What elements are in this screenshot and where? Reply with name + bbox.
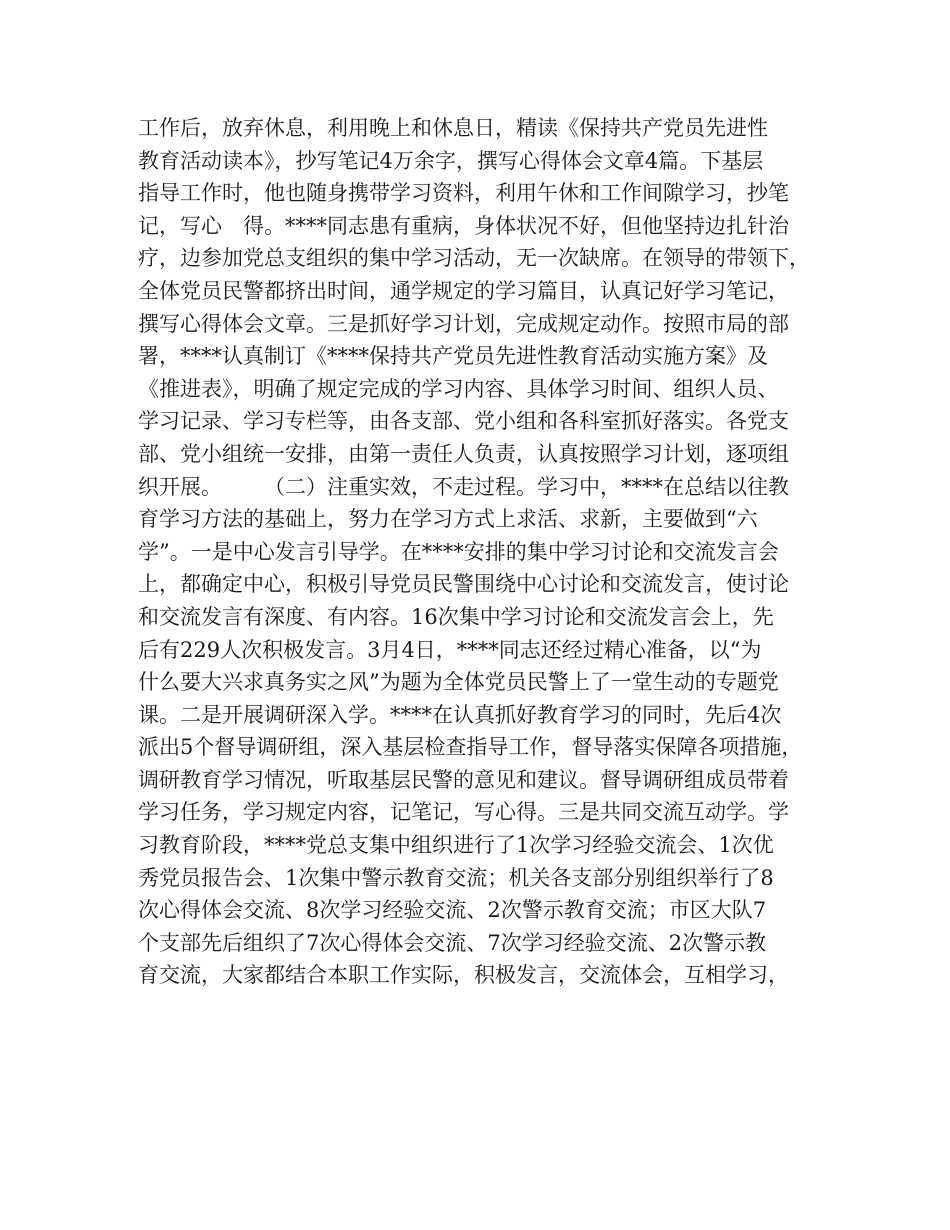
text-line: 派出5个督导调研组，深入基层检查指导工作，督导落实保障各项措施， bbox=[138, 735, 803, 760]
text-line: 指导工作时，他也随身携带学习资料，利用午休和工作间隙学习，抄笔 bbox=[138, 181, 789, 206]
text-line: 《推进表》，明确了规定完成的学习内容、具体学习时间、组织人员、 bbox=[138, 376, 779, 401]
text-line: 署，****认真制订《****保持共产党员先进性教育活动实施方案》及 bbox=[138, 344, 768, 369]
text-line: 部、党小组统一安排，由第一责任人负责，认真按照学习计划，逐项组 bbox=[138, 441, 789, 466]
text-line: 疗，边参加党总支组织的集中学习活动，无一次缺席。在领导的带领下， bbox=[138, 246, 810, 271]
text-line: 教育活动读本》，抄写笔记4万余字，撰写心得体会文章4篇。下基层 bbox=[138, 148, 764, 173]
text-line: 学”。一是中心发言引导学。在****安排的集中学习讨论和交流发言会 bbox=[138, 539, 779, 564]
text-line: 后有229人次积极发言。3月4日，****同志还经过精心准备，以“为 bbox=[138, 637, 762, 662]
text-line: 个支部先后组织了7次心得体会交流、7次学习经验交流、2次警示教 bbox=[138, 930, 767, 955]
text-line: 上，都确定中心，积极引导党员民警围绕中心讨论和交流发言，使讨论 bbox=[138, 572, 789, 597]
text-line: 工作后，放弃休息，利用晚上和休息日，精读《保持共产党员先进性 bbox=[138, 116, 768, 140]
text-line: 秀党员报告会、1次集中警示教育交流；机关各支部分别组织举行了8 bbox=[138, 865, 774, 890]
text-line: 织开展。 （二）注重实效，不走过程。学习中，****在总结以往教 bbox=[138, 474, 789, 499]
text-line: 课。二是开展调研深入学。****在认真抓好教育学习的同时，先后4次 bbox=[138, 702, 782, 727]
text-line: 全体党员民警都挤出时间，通学规定的学习篇目，认真记好学习笔记， bbox=[138, 278, 789, 303]
text-line: 次心得体会交流、8次学习经验交流、2次警示教育交流；市区大队7 bbox=[138, 898, 767, 923]
text-line: 什么要大兴求真务实之风”为题为全体党员民警上了一堂生动的专题党 bbox=[138, 670, 779, 695]
text-line: 育交流，大家都结合本职工作实际，积极发言，交流体会，互相学习， bbox=[138, 963, 789, 988]
text-line: 学习记录、学习专栏等，由各支部、党小组和各科室抓好落实。各党支 bbox=[138, 409, 789, 434]
text-line: 育学习方法的基础上，努力在学习方式上求活、求新，主要做到“六 bbox=[138, 507, 758, 532]
text-line: 撰写心得体会文章。三是抓好学习计划，完成规定动作。按照市局的部 bbox=[138, 311, 789, 336]
text-line: 学习任务，学习规定内容，记笔记，写心得。三是共同交流互动学。学 bbox=[138, 800, 789, 825]
text-line: 和交流发言有深度、有内容。16次集中学习讨论和交流发言会上，先 bbox=[138, 604, 774, 629]
text-line: 习教育阶段，****党总支集中组织进行了1次学习经验交流会、1次优 bbox=[138, 833, 774, 858]
body-text bbox=[138, 112, 828, 992]
text-line: 记，写心 得。****同志患有重病，身体状况不好，但他坚持边扎针治 bbox=[138, 213, 789, 238]
text-line: 调研教育学习情况，听取基层民警的意见和建议。督导调研组成员带着 bbox=[138, 767, 789, 792]
